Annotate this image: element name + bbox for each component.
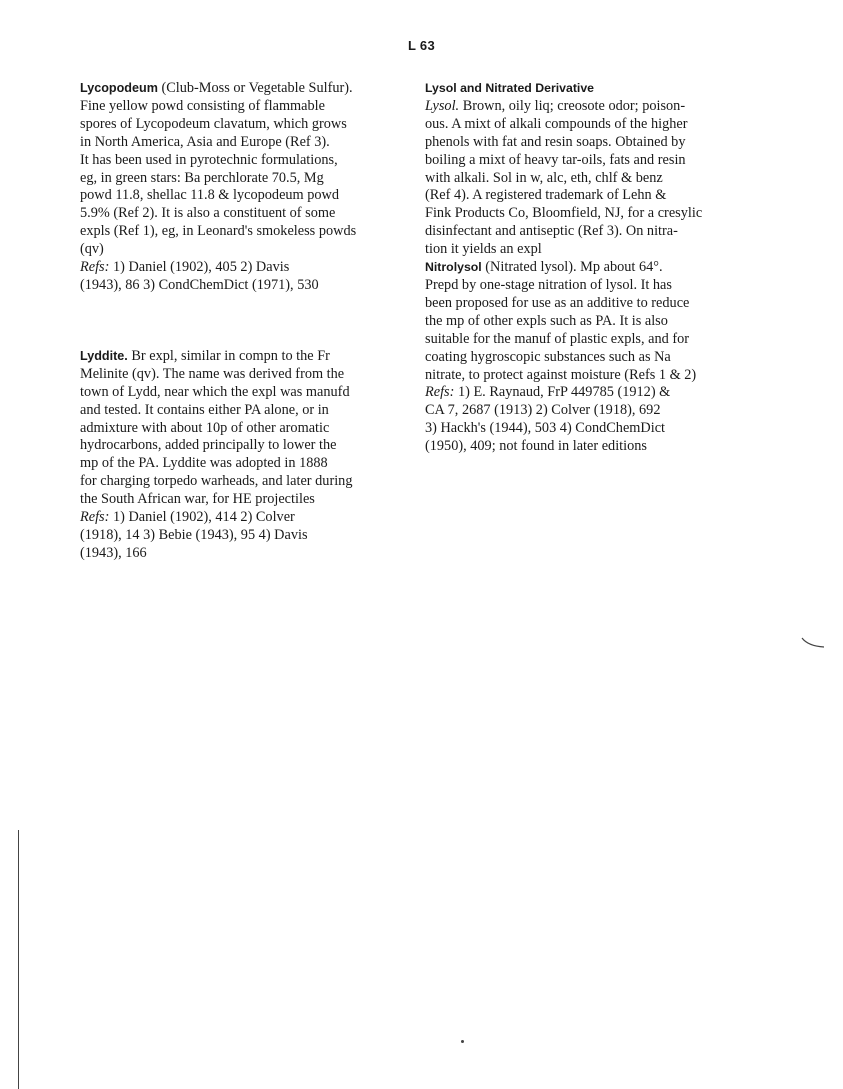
entry-line: hydrocarbons, added principally to lower the [80, 437, 337, 454]
scan-edge-divider [18, 830, 19, 1089]
refs-line: (1950), 409; not found in later editions [425, 438, 647, 455]
right-column [425, 80, 725, 456]
headword-lyddite: Lyddite. [80, 348, 128, 363]
refs-line [80, 509, 380, 527]
entry-line: in North America, Asia and Europe (Ref 3). [80, 133, 330, 150]
refs-line: CA 7, 2687 (1913) 2) Colver (1918), 692 [425, 402, 661, 419]
entry-line: Fink Products Co, Bloomfield, NJ, for a cresylic [425, 205, 703, 222]
entry-line: eg, in green stars: Ba perchlorate 70.5, Mg [80, 169, 324, 186]
refs-line: (1918), 14 3) Bebie (1943), 95 4) Davis [80, 526, 308, 543]
entry-lyddite [80, 348, 380, 563]
refs-label: Refs: [80, 509, 110, 526]
entry-line: ous. A mixt of alkali compounds of the higher [425, 115, 688, 132]
entry-line: the South African war, for HE projectiles [80, 491, 315, 508]
headword-nitrolysol: Nitrolysol [425, 260, 482, 275]
entry-nitrolysol [425, 259, 725, 456]
refs-line: 3) Hackh's (1944), 503 4) CondChemDict [425, 420, 666, 437]
entry-line: tion it yields an expl [425, 241, 542, 258]
entry-line: Fine yellow powd consisting of flammable [80, 97, 325, 114]
entry-line: suitable for the manuf of plastic expls, and for [425, 330, 690, 347]
entry-line: mp of the PA. Lyddite was adopted in 1888 [80, 455, 328, 472]
entry-line [80, 348, 380, 366]
entry-line: spores of Lycopodeum clavatum, which grows [80, 115, 347, 132]
left-column [80, 80, 380, 563]
entry-text: Brown, oily liq; creosote odor; poison- [459, 97, 686, 114]
refs-label: Refs: [425, 384, 455, 401]
entry-line: expls (Ref 1), eg, in Leonard's smokeless powds [80, 223, 357, 240]
section-title: Lysol and Nitrated Derivative [425, 81, 595, 95]
entry-line: phenols with fat and resin soaps. Obtained by [425, 133, 686, 150]
entry-line [425, 259, 725, 277]
entry-line: boiling a mixt of heavy tar-oils, fats and resin [425, 151, 686, 168]
refs-text: 1) Daniel (1902), 405 2) Davis [109, 259, 290, 276]
entry-line: (qv) [80, 241, 104, 258]
entry-line: nitrate, to protect against moisture (Refs 1 & 2) [425, 366, 697, 383]
entry-line: the mp of other expls such as PA. It is also [425, 312, 668, 329]
entry-text: (Nitrated lysol). Mp about 64°. [481, 259, 663, 276]
entry-line: 5.9% (Ref 2). It is also a constituent of some [80, 205, 336, 222]
refs-line: (1943), 166 [80, 544, 147, 561]
entry-line: It has been used in pyrotechnic formulations, [80, 151, 338, 168]
entry-line: disinfectant and antiseptic (Ref 3). On nitra- [425, 223, 678, 240]
entry-line: town of Lydd, near which the expl was manufd [80, 383, 350, 400]
entry-line: coating hygroscopic substances such as Na [425, 348, 671, 365]
entry-line: and tested. It contains either PA alone, or in [80, 401, 329, 418]
entry-line [425, 98, 725, 116]
page-number: L 63 [408, 38, 435, 53]
entry-lysol [425, 98, 725, 259]
refs-label: Refs: [80, 259, 110, 276]
entry-text: Br expl, similar in compn to the Fr [127, 347, 330, 364]
entry-line [80, 80, 380, 98]
entry-line: (Ref 4). A registered trademark of Lehn & [425, 187, 667, 204]
entry-line: Melinite (qv). The name was derived from the [80, 365, 345, 382]
entry-lycopodeum [80, 80, 380, 295]
scan-mark-icon [800, 636, 826, 650]
entry-spacer [80, 295, 380, 348]
entry-line: powd 11.8, shellac 11.8 & lycopodeum powd [80, 187, 340, 204]
refs-line [425, 384, 725, 402]
refs-text: 1) Daniel (1902), 414 2) Colver [109, 509, 295, 526]
refs-line: (1943), 86 3) CondChemDict (1971), 530 [80, 276, 319, 293]
entry-line: been proposed for use as an additive to reduce [425, 294, 690, 311]
entry-line: admixture with about 10p of other aromatic [80, 419, 330, 436]
refs-text: 1) E. Raynaud, FrP 449785 (1912) & [454, 384, 671, 401]
headword-lysol: Lysol. [425, 97, 460, 114]
scan-dot-icon [461, 1040, 464, 1043]
entry-line: with alkali. Sol in w, alc, eth, chlf & benz [425, 169, 663, 186]
entry-text: (Club-Moss or Vegetable Sulfur). [157, 80, 353, 96]
entry-line: for charging torpedo warheads, and later during [80, 473, 353, 490]
refs-line [80, 259, 380, 277]
entry-line: Prepd by one-stage nitration of lysol. It has [425, 276, 672, 293]
headword-lycopodeum: Lycopodeum [80, 81, 158, 95]
